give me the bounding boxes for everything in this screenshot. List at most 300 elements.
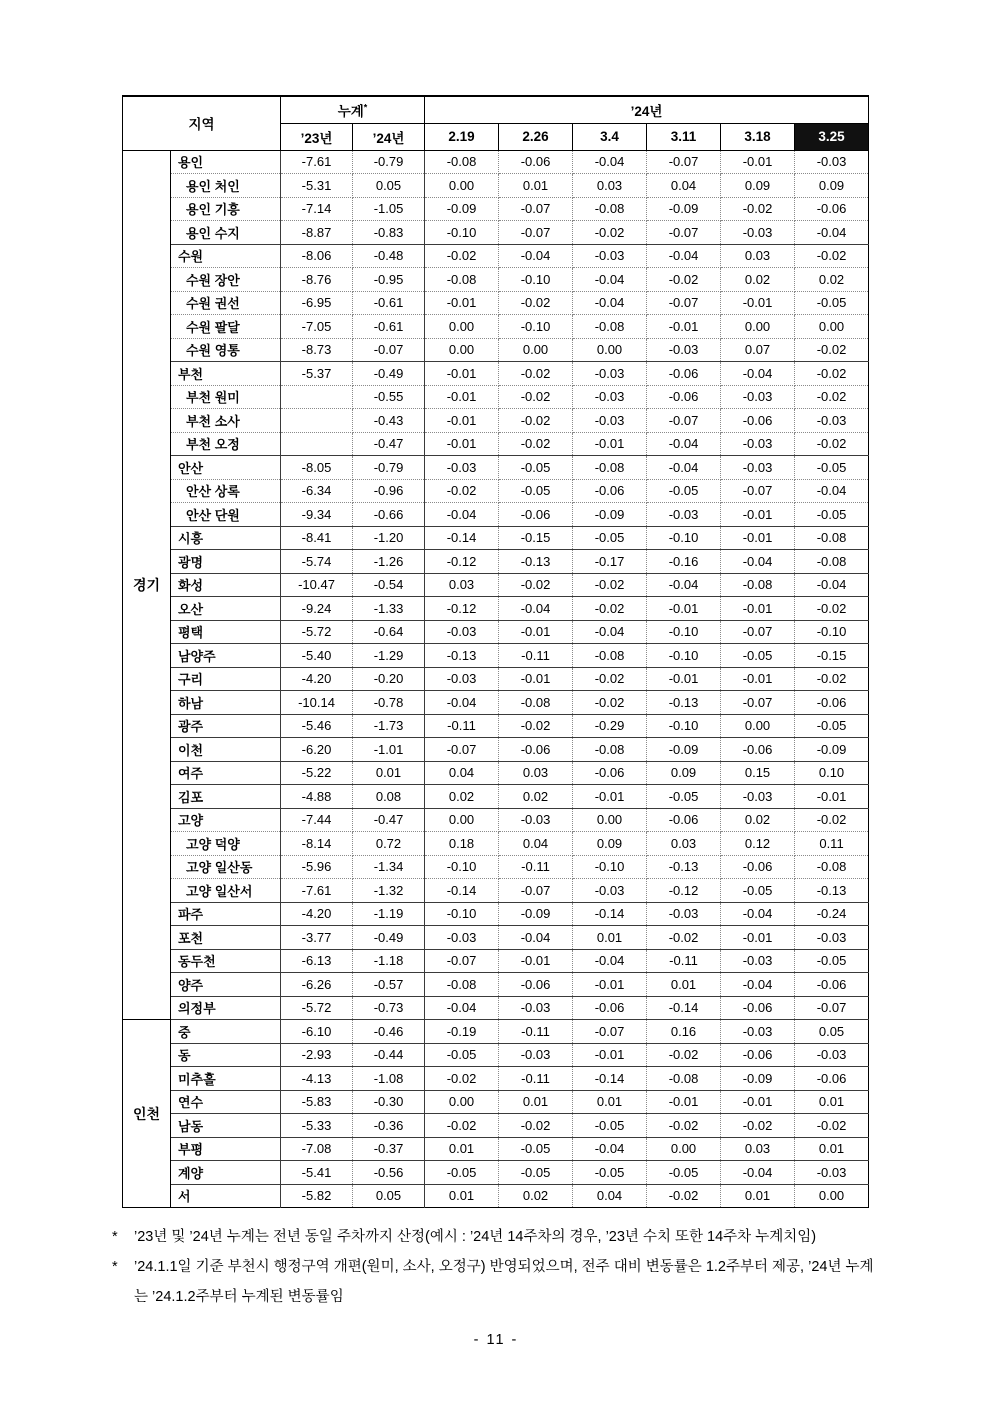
weekly-value: -0.24 (795, 902, 869, 926)
cumulative-value: -6.34 (281, 479, 353, 503)
weekly-value: -0.07 (499, 221, 573, 245)
cumulative-value: -0.78 (353, 691, 425, 715)
weekly-value: -0.02 (647, 268, 721, 292)
weekly-value: -0.08 (795, 526, 869, 550)
group-label: 인천 (123, 1020, 171, 1208)
weekly-value: -0.01 (721, 503, 795, 527)
weekly-value: -0.02 (647, 1114, 721, 1138)
weekly-value: -0.10 (647, 620, 721, 644)
weekly-value: 0.18 (425, 832, 499, 856)
weekly-value: -0.03 (795, 409, 869, 433)
table-row (123, 409, 869, 433)
cumulative-value: -1.01 (353, 738, 425, 762)
region-name: 수원 영통 (171, 338, 281, 362)
weekly-value: 0.01 (499, 174, 573, 198)
weekly-value: -0.02 (499, 573, 573, 597)
weekly-value: -0.06 (721, 855, 795, 879)
weekly-value: -0.10 (573, 855, 647, 879)
weekly-value: 0.09 (795, 174, 869, 198)
cumulative-value: -1.18 (353, 949, 425, 973)
header-week-2-26: 2.26 (499, 123, 573, 150)
table-body (123, 150, 869, 1208)
weekly-value: -0.05 (573, 526, 647, 550)
cumulative-value: -8.87 (281, 221, 353, 245)
weekly-value: -0.01 (499, 620, 573, 644)
weekly-value: -0.02 (425, 479, 499, 503)
weekly-value: -0.10 (499, 315, 573, 339)
weekly-value: -0.07 (721, 691, 795, 715)
footnote-1-text: ’23년 및 ’24년 누계는 전년 동일 주차까지 산정(예시 : ’24년 14주차의 경우, ’23년 수치 또한 14주차 누계치임) (134, 1229, 817, 1245)
weekly-value: -0.03 (795, 150, 869, 174)
weekly-value: -0.10 (647, 526, 721, 550)
cumulative-value: -0.64 (353, 620, 425, 644)
weekly-value: -0.06 (647, 385, 721, 409)
weekly-value: -0.04 (573, 949, 647, 973)
weekly-value: -0.04 (721, 1161, 795, 1185)
weekly-value: -0.06 (795, 1067, 869, 1091)
weekly-value: -0.01 (721, 150, 795, 174)
weekly-value: -0.12 (647, 879, 721, 903)
cumulative-value: -0.79 (353, 150, 425, 174)
weekly-value: -0.04 (573, 291, 647, 315)
weekly-value: -0.14 (573, 1067, 647, 1091)
table-row (123, 597, 869, 621)
weekly-value: -0.07 (425, 949, 499, 973)
weekly-value: -0.05 (499, 1137, 573, 1161)
table-row (123, 667, 869, 691)
table-row (123, 268, 869, 292)
footnotes (112, 1222, 887, 1312)
region-name: 광주 (171, 714, 281, 738)
footnote-1 (112, 1222, 887, 1252)
cumulative-value: -3.77 (281, 926, 353, 950)
weekly-value: -0.05 (721, 644, 795, 668)
region-name: 여주 (171, 761, 281, 785)
cumulative-value: -0.79 (353, 456, 425, 480)
weekly-value: -0.02 (499, 409, 573, 433)
weekly-value: -0.01 (499, 949, 573, 973)
weekly-value: 0.04 (647, 174, 721, 198)
weekly-value: -0.06 (499, 738, 573, 762)
weekly-value: -0.05 (795, 714, 869, 738)
cumulative-value: -1.33 (353, 597, 425, 621)
weekly-value: -0.06 (647, 808, 721, 832)
cumulative-value: -0.49 (353, 362, 425, 386)
weekly-value: 0.02 (795, 268, 869, 292)
weekly-value: -0.10 (647, 644, 721, 668)
table-row (123, 855, 869, 879)
weekly-value: -0.07 (647, 409, 721, 433)
table-row (123, 1067, 869, 1091)
table-row (123, 221, 869, 245)
table-row (123, 315, 869, 339)
weekly-value: -0.02 (647, 1184, 721, 1208)
weekly-value: 0.00 (425, 315, 499, 339)
weekly-value: 0.09 (647, 761, 721, 785)
weekly-value: -0.06 (795, 197, 869, 221)
weekly-value: -0.01 (425, 409, 499, 433)
table-row (123, 432, 869, 456)
page-number: - 11 - (473, 1332, 519, 1348)
table-row (123, 150, 869, 174)
region-name: 수원 권선 (171, 291, 281, 315)
weekly-value: -0.06 (499, 973, 573, 997)
weekly-value: -0.09 (721, 1067, 795, 1091)
cumulative-value: -4.13 (281, 1067, 353, 1091)
region-name: 구리 (171, 667, 281, 691)
weekly-value: -0.03 (647, 338, 721, 362)
region-name: 안산 상록 (171, 479, 281, 503)
weekly-value: -0.02 (647, 1043, 721, 1067)
weekly-value: -0.03 (425, 926, 499, 950)
weekly-value: -0.15 (795, 644, 869, 668)
weekly-value: 0.03 (573, 174, 647, 198)
weekly-value: -0.07 (647, 221, 721, 245)
cumulative-value: -5.37 (281, 362, 353, 386)
weekly-value: -0.01 (425, 291, 499, 315)
weekly-value: -0.02 (795, 362, 869, 386)
cumulative-value: -0.83 (353, 221, 425, 245)
weekly-value: -0.06 (647, 362, 721, 386)
weekly-value: -0.09 (647, 738, 721, 762)
cumulative-value: -0.07 (353, 338, 425, 362)
weekly-value: -0.09 (573, 503, 647, 527)
cumulative-value: 0.01 (353, 761, 425, 785)
weekly-value: -0.04 (795, 479, 869, 503)
weekly-value: -0.06 (721, 409, 795, 433)
weekly-value: -0.29 (573, 714, 647, 738)
weekly-value: -0.02 (647, 926, 721, 950)
weekly-value: -0.04 (647, 573, 721, 597)
weekly-value: -0.04 (425, 503, 499, 527)
weekly-value: -0.01 (647, 667, 721, 691)
weekly-value: -0.01 (573, 785, 647, 809)
cumulative-value: -8.76 (281, 268, 353, 292)
weekly-value: 0.00 (425, 174, 499, 198)
region-name: 수원 장안 (171, 268, 281, 292)
weekly-value: -0.05 (573, 1114, 647, 1138)
cumulative-value: -5.96 (281, 855, 353, 879)
cumulative-value: -0.49 (353, 926, 425, 950)
weekly-value: -0.14 (425, 526, 499, 550)
weekly-value: -0.01 (425, 385, 499, 409)
weekly-value: -0.05 (425, 1043, 499, 1067)
weekly-value: -0.02 (425, 1067, 499, 1091)
cumulative-value: -7.44 (281, 808, 353, 832)
header-cum-2024: ’24년 (353, 123, 425, 150)
region-name: 고양 일산서 (171, 879, 281, 903)
weekly-value: -0.02 (499, 362, 573, 386)
weekly-value: -0.05 (795, 949, 869, 973)
weekly-value: -0.12 (425, 550, 499, 574)
header-row-top (123, 96, 869, 123)
table-row (123, 244, 869, 268)
region-name: 이천 (171, 738, 281, 762)
region-name: 오산 (171, 597, 281, 621)
weekly-value: -0.07 (647, 150, 721, 174)
cumulative-value: -5.74 (281, 550, 353, 574)
region-name: 연수 (171, 1090, 281, 1114)
region-name: 평택 (171, 620, 281, 644)
weekly-value: -0.04 (499, 926, 573, 950)
weekly-value: -0.06 (721, 1043, 795, 1067)
cumulative-value: -7.61 (281, 879, 353, 903)
weekly-value: -0.03 (721, 785, 795, 809)
cumulative-value: -7.61 (281, 150, 353, 174)
cumulative-value (281, 385, 353, 409)
region-name: 파주 (171, 902, 281, 926)
table-row (123, 714, 869, 738)
weekly-value: 0.02 (499, 785, 573, 809)
weekly-value: -0.10 (647, 714, 721, 738)
weekly-value: -0.03 (647, 902, 721, 926)
weekly-value: -0.09 (499, 902, 573, 926)
weekly-value: 0.01 (647, 973, 721, 997)
weekly-value: 0.01 (499, 1090, 573, 1114)
cumulative-value: -0.30 (353, 1090, 425, 1114)
weekly-value: -0.01 (573, 973, 647, 997)
region-name: 용인 (171, 150, 281, 174)
region-name: 화성 (171, 573, 281, 597)
cumulative-value: -5.22 (281, 761, 353, 785)
weekly-value: -0.02 (499, 432, 573, 456)
weekly-value: 0.01 (573, 926, 647, 950)
table-row (123, 1114, 869, 1138)
weekly-value: -0.01 (425, 432, 499, 456)
weekly-value: -0.04 (795, 573, 869, 597)
weekly-value: -0.07 (499, 197, 573, 221)
region-name: 부천 원미 (171, 385, 281, 409)
weekly-value: -0.03 (425, 667, 499, 691)
cumulative-value: -8.41 (281, 526, 353, 550)
region-name: 포천 (171, 926, 281, 950)
region-name: 광명 (171, 550, 281, 574)
region-name: 중 (171, 1020, 281, 1044)
weekly-value: 0.00 (425, 1090, 499, 1114)
table-row (123, 1161, 869, 1185)
weekly-value: -0.02 (499, 714, 573, 738)
weekly-value: -0.14 (425, 879, 499, 903)
weekly-value: -0.08 (425, 150, 499, 174)
cumulative-value: -5.82 (281, 1184, 353, 1208)
weekly-value: -0.16 (647, 550, 721, 574)
cumulative-value: -1.20 (353, 526, 425, 550)
weekly-value: 0.15 (721, 761, 795, 785)
weekly-value: -0.02 (573, 597, 647, 621)
header-cum-2023: ’23년 (281, 123, 353, 150)
cumulative-value: -0.48 (353, 244, 425, 268)
cumulative-value: -1.32 (353, 879, 425, 903)
cumulative-value: -1.05 (353, 197, 425, 221)
table-row (123, 808, 869, 832)
cumulative-value: -5.31 (281, 174, 353, 198)
weekly-value: -0.13 (499, 550, 573, 574)
weekly-value: 0.02 (499, 1184, 573, 1208)
header-cumulative-label: 누계 (337, 103, 364, 119)
table-row (123, 550, 869, 574)
weekly-value: -0.01 (647, 315, 721, 339)
weekly-value: -0.06 (499, 503, 573, 527)
weekly-value: -0.03 (499, 808, 573, 832)
cumulative-value: -0.61 (353, 291, 425, 315)
weekly-value: -0.06 (573, 479, 647, 503)
weekly-value: -0.13 (647, 691, 721, 715)
weekly-value: -0.04 (647, 456, 721, 480)
weekly-value: -0.19 (425, 1020, 499, 1044)
table-row (123, 949, 869, 973)
table-row (123, 832, 869, 856)
weekly-value: -0.04 (721, 973, 795, 997)
weekly-value: -0.02 (795, 385, 869, 409)
cumulative-value: -0.56 (353, 1161, 425, 1185)
region-name: 남양주 (171, 644, 281, 668)
cumulative-value: -0.46 (353, 1020, 425, 1044)
weekly-value: -0.07 (573, 1020, 647, 1044)
table-row (123, 785, 869, 809)
weekly-value: -0.11 (499, 1067, 573, 1091)
header-cumulative (281, 96, 425, 123)
weekly-value: 0.03 (721, 1137, 795, 1161)
cumulative-value: -0.44 (353, 1043, 425, 1067)
weekly-value: -0.03 (573, 244, 647, 268)
cumulative-value: -8.14 (281, 832, 353, 856)
cumulative-value: -0.73 (353, 996, 425, 1020)
weekly-value: -0.06 (721, 996, 795, 1020)
region-name: 용인 수지 (171, 221, 281, 245)
weekly-value: -0.02 (573, 573, 647, 597)
cumulative-value: -0.96 (353, 479, 425, 503)
weekly-value: -0.01 (795, 785, 869, 809)
region-name: 부천 오정 (171, 432, 281, 456)
weekly-value: -0.04 (425, 996, 499, 1020)
weekly-value: -0.11 (425, 714, 499, 738)
weekly-value: -0.13 (795, 879, 869, 903)
weekly-value: -0.05 (499, 456, 573, 480)
weekly-value: -0.03 (795, 1161, 869, 1185)
table-row (123, 174, 869, 198)
weekly-value: 0.00 (647, 1137, 721, 1161)
weekly-value: -0.01 (425, 362, 499, 386)
table-row (123, 456, 869, 480)
weekly-value: 0.04 (425, 761, 499, 785)
region-name: 용인 처인 (171, 174, 281, 198)
weekly-value: -0.03 (721, 456, 795, 480)
weekly-value: 0.09 (573, 832, 647, 856)
region-name: 하남 (171, 691, 281, 715)
cumulative-value: -6.20 (281, 738, 353, 762)
weekly-value: -0.01 (721, 526, 795, 550)
weekly-value: -0.03 (647, 503, 721, 527)
region-name: 동두천 (171, 949, 281, 973)
weekly-value: 0.09 (721, 174, 795, 198)
cumulative-value: -5.33 (281, 1114, 353, 1138)
weekly-value: -0.03 (573, 385, 647, 409)
cumulative-value: -1.34 (353, 855, 425, 879)
region-name: 용인 기흥 (171, 197, 281, 221)
cumulative-value: 0.08 (353, 785, 425, 809)
table-row (123, 338, 869, 362)
region-name: 계양 (171, 1161, 281, 1185)
weekly-value: -0.08 (425, 973, 499, 997)
weekly-value: -0.03 (499, 1043, 573, 1067)
cumulative-value: -0.55 (353, 385, 425, 409)
cumulative-value: -5.41 (281, 1161, 353, 1185)
weekly-value: 0.07 (721, 338, 795, 362)
weekly-value: -0.02 (795, 432, 869, 456)
table-row (123, 479, 869, 503)
table-row (123, 573, 869, 597)
weekly-value: -0.06 (499, 150, 573, 174)
cumulative-value: -10.47 (281, 573, 353, 597)
cumulative-value: -0.47 (353, 432, 425, 456)
table-row (123, 644, 869, 668)
weekly-value: 0.01 (425, 1137, 499, 1161)
weekly-value: -0.02 (573, 667, 647, 691)
region-name: 미추홀 (171, 1067, 281, 1091)
weekly-value: -0.01 (573, 432, 647, 456)
weekly-value: -0.10 (499, 268, 573, 292)
weekly-value: 0.00 (425, 808, 499, 832)
weekly-value: -0.05 (795, 291, 869, 315)
weekly-value: -0.08 (795, 550, 869, 574)
cumulative-value: -0.20 (353, 667, 425, 691)
table-row (123, 1137, 869, 1161)
table-row (123, 691, 869, 715)
cumulative-value: -5.72 (281, 996, 353, 1020)
footnote-2-text: ’24.1.1일 기준 부천시 행정구역 개편(원미, 소사, 오정구) 반영되었으며, 전주 대비 변동률은 1.2주부터 제공, ’24년 누계는 ’24.1.2주부터 누계된 변동률임 (134, 1259, 874, 1305)
weekly-value: -0.02 (425, 1114, 499, 1138)
table-row (123, 1184, 869, 1208)
weekly-value: -0.14 (647, 996, 721, 1020)
region-name: 안산 단원 (171, 503, 281, 527)
cumulative-value: -0.37 (353, 1137, 425, 1161)
weekly-value: -0.06 (795, 691, 869, 715)
weekly-value: -0.13 (647, 855, 721, 879)
weekly-value: -0.08 (573, 315, 647, 339)
cumulative-value: -1.19 (353, 902, 425, 926)
weekly-value: -0.02 (795, 338, 869, 362)
weekly-value: -0.10 (425, 855, 499, 879)
weekly-value: -0.08 (573, 738, 647, 762)
weekly-value: -0.02 (721, 1114, 795, 1138)
weekly-value: -0.03 (721, 949, 795, 973)
weekly-value: -0.04 (573, 1137, 647, 1161)
weekly-value: -0.03 (573, 362, 647, 386)
header-week-3-25-current: 3.25 (795, 123, 869, 150)
footnote-2-marker: * (112, 1259, 118, 1275)
weekly-value: -0.11 (499, 855, 573, 879)
cumulative-value: -4.20 (281, 667, 353, 691)
weekly-value: -0.01 (721, 926, 795, 950)
weekly-value: -0.01 (721, 291, 795, 315)
weekly-value: -0.04 (647, 432, 721, 456)
weekly-value: -0.01 (721, 667, 795, 691)
weekly-value: -0.10 (425, 902, 499, 926)
cumulative-value: -6.13 (281, 949, 353, 973)
table-header (123, 96, 869, 150)
cumulative-value: -2.93 (281, 1043, 353, 1067)
cumulative-value: -0.54 (353, 573, 425, 597)
table-row (123, 879, 869, 903)
cumulative-value: -6.95 (281, 291, 353, 315)
cumulative-value: -1.29 (353, 644, 425, 668)
weekly-value: -0.01 (721, 1090, 795, 1114)
weekly-value: -0.04 (573, 268, 647, 292)
weekly-value: -0.05 (647, 479, 721, 503)
group-label: 경기 (123, 150, 171, 1020)
cumulative-value: 0.05 (353, 1184, 425, 1208)
weekly-value: 0.03 (425, 573, 499, 597)
